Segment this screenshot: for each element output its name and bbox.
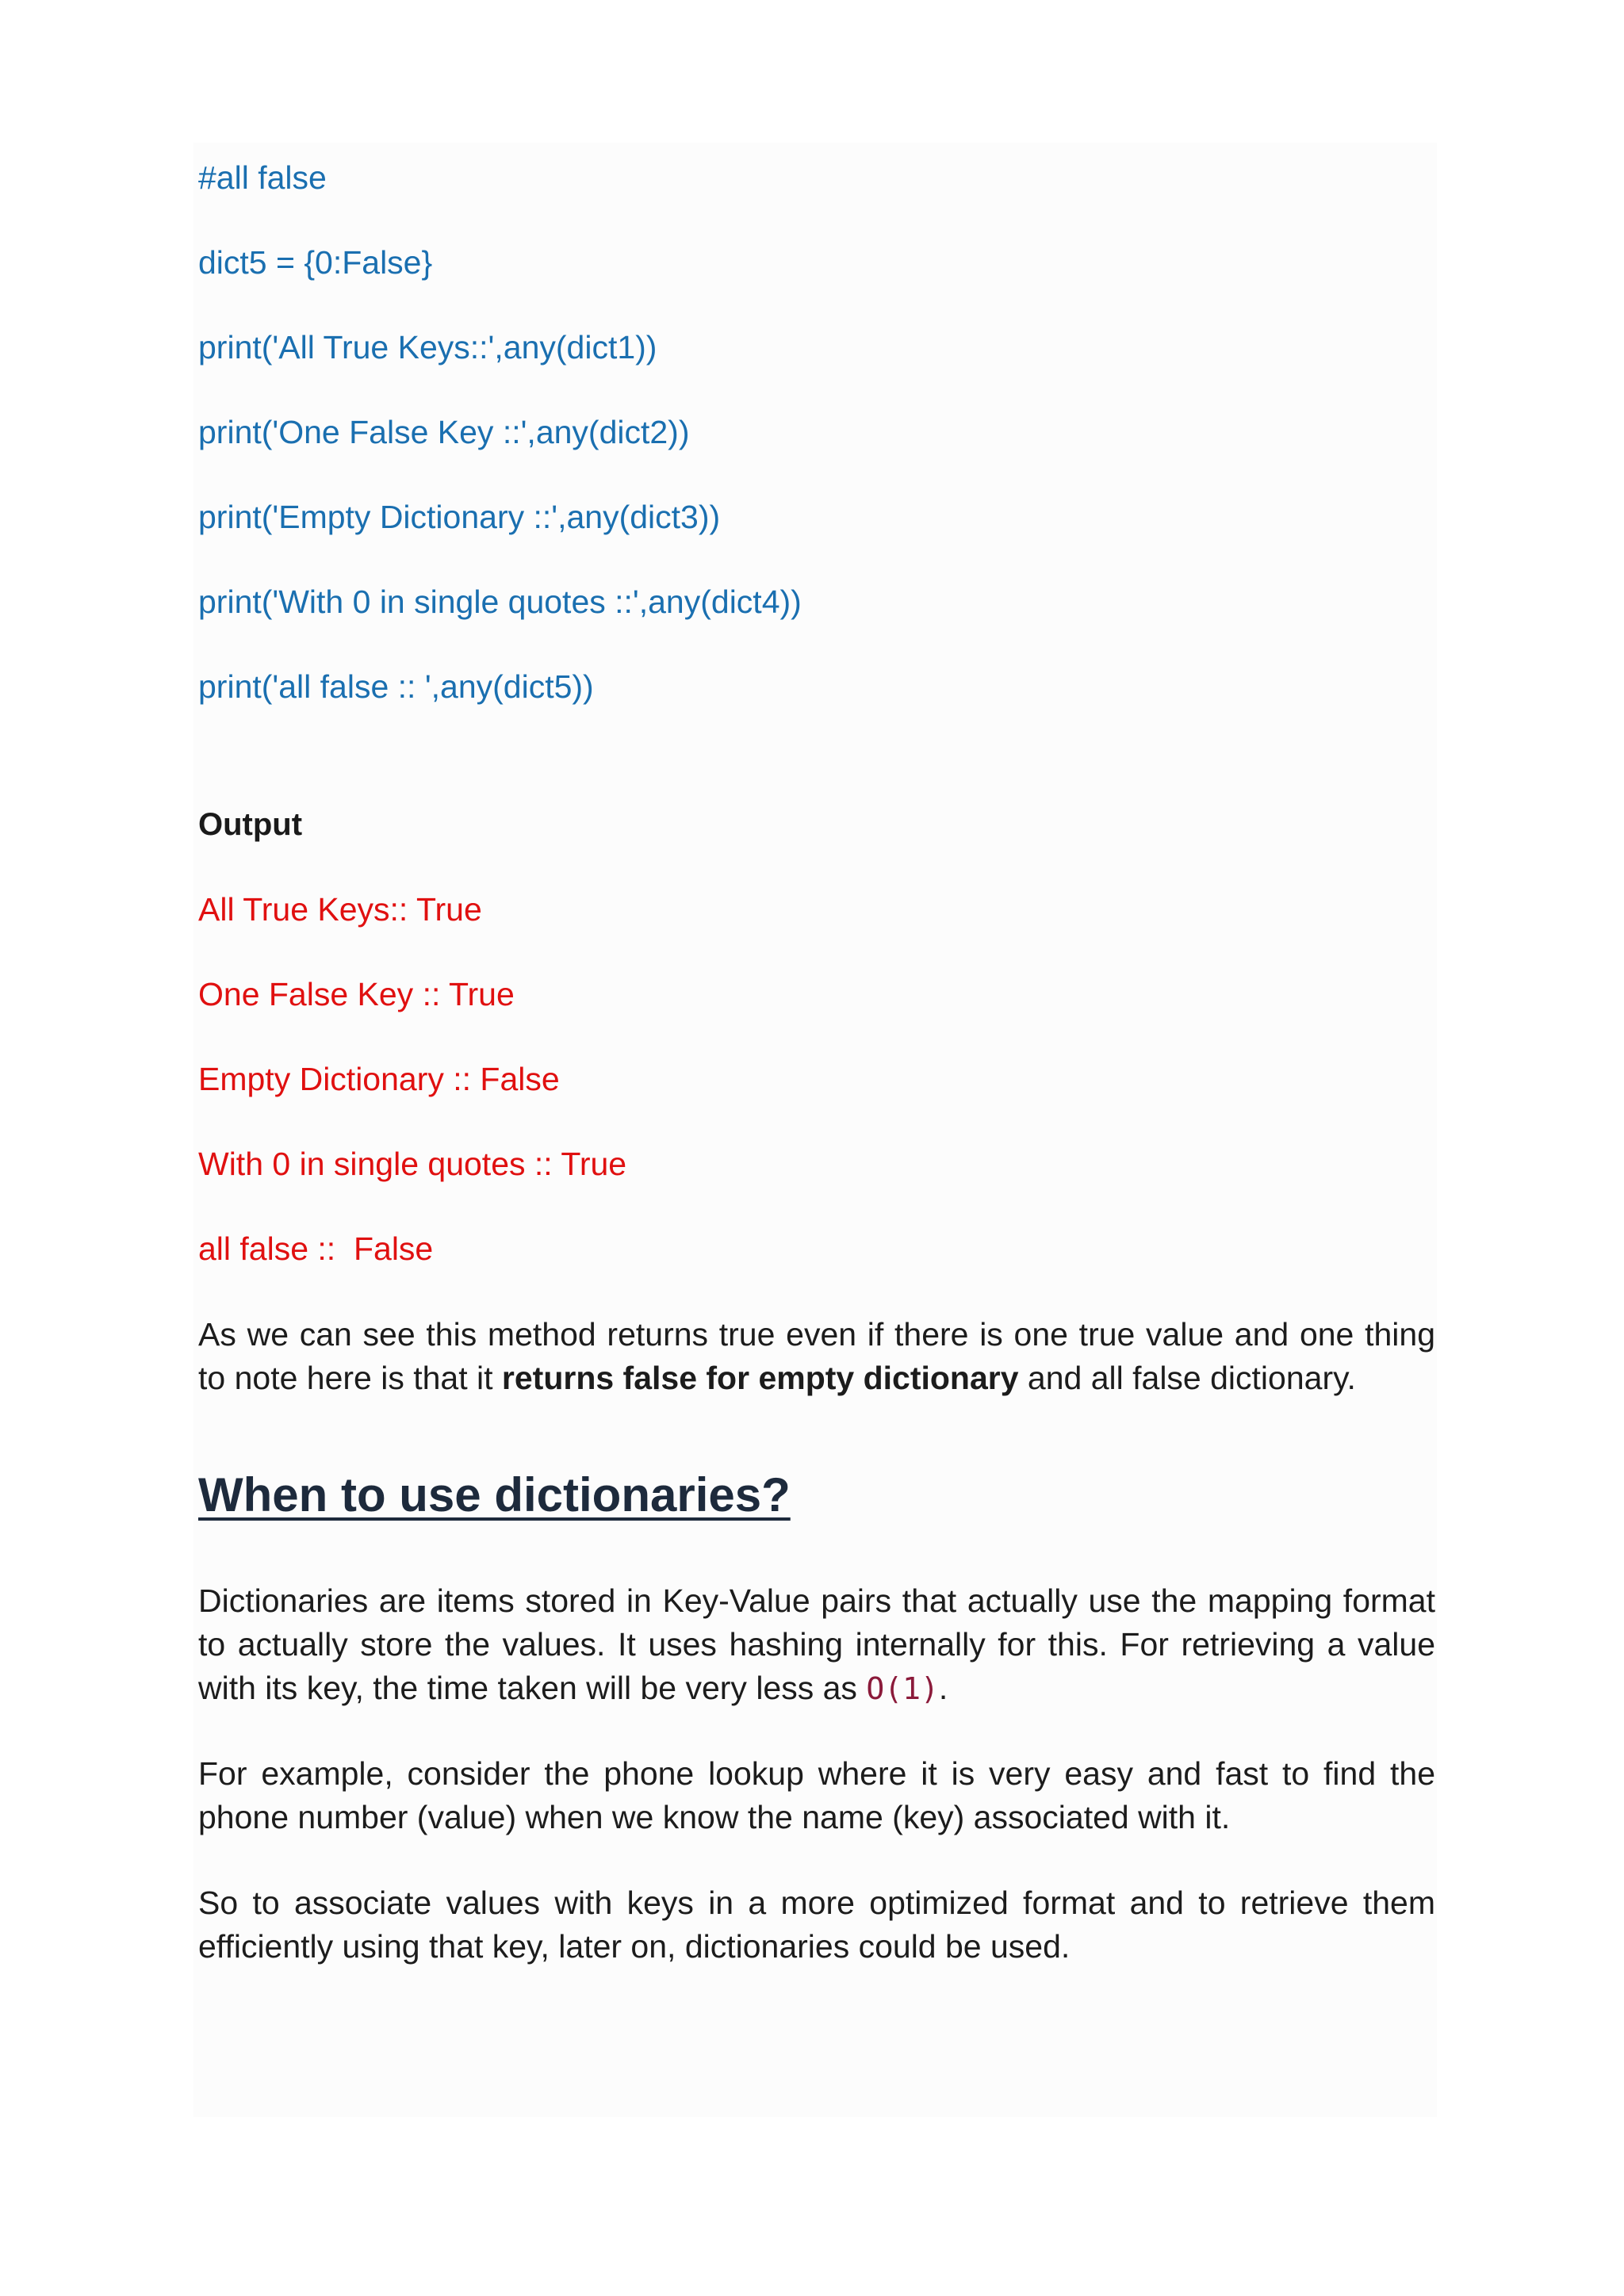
output-line: With 0 in single quotes :: True [198,1146,627,1182]
output-line: Empty Dictionary :: False [198,1061,560,1097]
output-line: All True Keys:: True [198,891,482,928]
code-line: dict5 = {0:False} [198,244,433,281]
code-line: print('One False Key ::',any(dict2)) [198,414,690,450]
paragraph-text: . [938,1670,948,1706]
code-line: print('Empty Dictionary ::',any(dict3)) [198,499,721,535]
explanation-paragraph [198,1313,1435,1400]
paragraph-hashing [198,1579,1435,1711]
paragraph-conclusion: So to associate values with keys in a more optimized format and to retrieve them efficiently using that key, later on, dictionaries could be used. [198,1885,1435,1965]
explanation-text: and all false dictionary. [1018,1360,1356,1396]
explanation-bold: returns false for empty dictionary [501,1360,1019,1396]
explanation-text: As we can see this method returns true even if there is one true value and one thing to note here is that it [198,1316,1435,1396]
paragraph-example: For example, consider the phone lookup where it is very easy and fast to find the phone number (value) when we know the name (key) associated with it. [198,1755,1435,1835]
output-line: all false :: False [198,1230,434,1267]
code-line: #all false [198,159,327,196]
code-line: print('All True Keys::',any(dict1)) [198,329,657,365]
output-heading: Output [198,807,303,842]
code-line: print('With 0 in single quotes ::',any(dict4)) [198,584,802,620]
output-line: One False Key :: True [198,976,515,1012]
paragraph-text: Dictionaries are items stored in Key-Value pairs that actually use the mapping format to actually store the values. It uses hashing internally for this. For retrieving a value with its key, the time taken will be very less as [198,1582,1435,1706]
section-heading: When to use dictionaries? [198,1468,791,1521]
code-line: print('all false :: ',any(dict5)) [198,668,594,705]
inline-code: O(1) [866,1671,939,1706]
